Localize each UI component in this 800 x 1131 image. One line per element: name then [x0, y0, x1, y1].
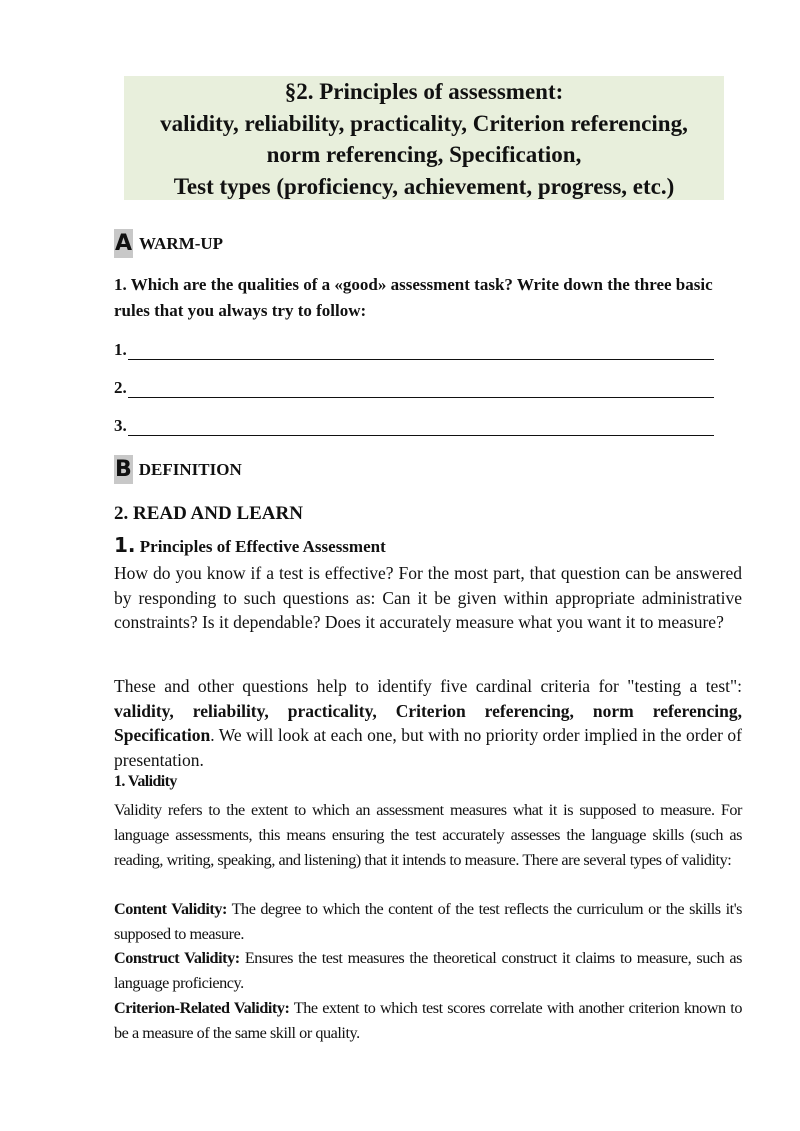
answer-rule — [128, 343, 714, 360]
answer-number: 3. — [114, 416, 127, 435]
validity-type-text: Ensures the test measures the theoretical construct it claims to measure, such as language proficiency. — [114, 949, 742, 992]
section-title: WARM-UP — [139, 233, 224, 253]
title-line: validity, reliability, practicality, Criterion referencing, — [160, 110, 688, 136]
answer-line[interactable] — [114, 378, 714, 398]
subsection-title: Principles of Effective Assessment — [139, 537, 386, 556]
criteria-list: validity, reliability, practicality, Criterion referencing, norm referencing, Specification — [114, 700, 742, 746]
question-1: 1. Which are the qualities of a «good» assessment task? Write down the three basic rules that you always try to follow: — [114, 275, 713, 320]
validity-heading: 1. Validity — [114, 773, 177, 790]
answer-rule — [128, 419, 714, 436]
section-a-heading — [114, 229, 223, 258]
validity-type-construct — [114, 946, 742, 996]
answer-rule — [128, 381, 714, 398]
title-line: §2. Principles of assessment: — [284, 79, 564, 104]
validity-type-text: The degree to which the content of the test reflects the curriculum or the skills it's supposed to measure. — [114, 900, 743, 943]
answer-line[interactable] — [114, 340, 714, 360]
section-letter: A — [115, 231, 133, 256]
validity-type-criterion — [114, 996, 742, 1046]
paragraph-effective-test: How do you know if a test is effective? For the most part, that question can be answered by responding to such questions as: Can it be given within appropriate administrative constraints? Is it dependable? Does it accurately measure what you want it to measure? — [114, 563, 742, 633]
validity-definition: Validity refers to the extent to which an assessment measures what it is supposed to measure. For language assessments, this means ensuring the test accurately assesses the language skills (such as reading, writing, speaking, and listening) that it intends to measure. There are several types of validity: — [114, 801, 742, 869]
read-and-learn-heading: 2. READ AND LEARN — [114, 503, 303, 524]
validity-type-term: Content Validity: — [114, 900, 227, 918]
validity-type-content — [114, 897, 742, 947]
section-b-heading — [114, 455, 242, 484]
section-title: DEFINITION — [138, 459, 242, 479]
validity-type-term: Criterion-Related Validity: — [114, 999, 290, 1017]
answer-number: 1. — [114, 340, 127, 359]
validity-type-text: The extent to which test scores correlate with another criterion known to be a measure of the same skill or quality. — [114, 999, 742, 1042]
subsection-heading — [114, 533, 386, 557]
criteria-intro: These and other questions help to identify five cardinal criteria for "testing a test": — [114, 676, 742, 696]
title-line: Test types (proficiency, achievement, progress, etc.) — [173, 173, 675, 199]
validity-type-term: Construct Validity: — [114, 949, 240, 967]
section-letter: B — [115, 457, 132, 482]
title-line: norm referencing, Specification, — [266, 142, 582, 167]
answer-number: 2. — [114, 378, 127, 397]
subsection-number: 1. — [114, 533, 136, 557]
criteria-outro: . We will look at each one, but with no priority order implied in the order of presentation. — [114, 725, 742, 771]
title-box — [124, 76, 724, 200]
paragraph-criteria — [114, 674, 742, 773]
answer-line[interactable] — [114, 416, 714, 436]
